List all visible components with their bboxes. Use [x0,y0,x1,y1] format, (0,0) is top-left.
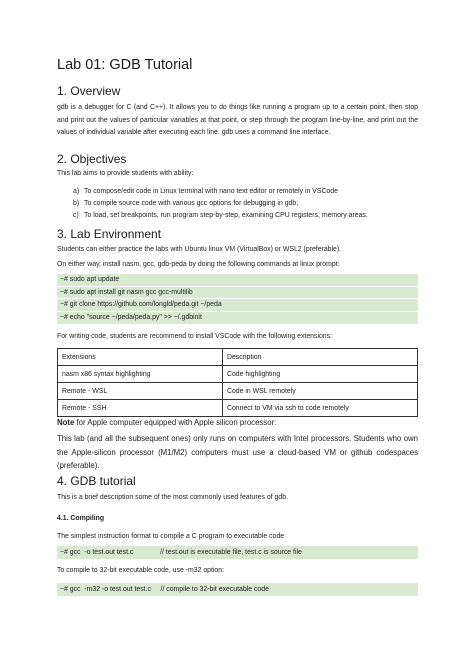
objectives-list [57,186,418,222]
environment-text-3: For writing code, students are recommend to install VSCode with the following extensions: [57,333,332,340]
environment-text-1: Students can either practice the labs with Ubuntu linux VM (VirtualBox) or WSL2 (preferable). [57,246,342,253]
objectives-intro: This lab aims to provide students with ability: [57,170,194,177]
table-cell: Code in WSL remotely [223,383,418,400]
list-marker: c) [73,212,79,219]
extensions-table [57,348,418,417]
table-header: Extensions [58,349,223,366]
table-cell: Code highlighting [223,366,418,383]
table-cell: Remote - SSH [58,400,223,417]
table-header-row [58,349,418,366]
objectives-heading: 2. Objectives [57,152,127,166]
m32-text: To compile to 32-bit executable code, use -m32 option: [57,567,225,574]
list-item-text: To compose/edit code in Linux terminal with nano text editor or remotely in VSCode [84,188,338,195]
table-cell: Connect to VM via ssh to code remotely [223,400,418,417]
gdb-heading: 4. GDB tutorial [57,474,136,488]
table-row [58,383,418,400]
note-text: for Apple computer equipped with Apple silicon processor: [74,418,277,427]
list-item [57,186,418,198]
table-row [58,366,418,383]
code-line: ~# git clone https://github.com/longld/peda.git ~/peda [57,299,418,312]
environment-heading: 3. Lab Environment [57,227,162,241]
compile-command: ~# gcc -o test.out test.c // test.out is executable file, test.c is source file [57,546,418,559]
gdb-intro: This is a brief description some of the most commonly used features of gdb. [57,494,288,501]
page-title: Lab 01: GDB Tutorial [57,57,193,73]
table-row [58,400,418,417]
compiling-text: The simplest instruction format to compile a C program to executable code [57,533,285,540]
code-line: ~# sudo apt install git nasm gcc gcc-multilib [57,287,418,300]
compiling-heading: 4.1. Compiling [57,515,105,522]
compile-m32-command: ~# gcc -m32 -o test.out test.c // compile to 32-bit executable code [57,583,418,596]
table-cell: Remote - WSL [58,383,223,400]
install-commands-block [57,274,418,324]
environment-text-2: On either way, install nasm, gcc, gdb-peda by doing the following commands at linux prompt: [57,261,340,268]
note-label: Note [57,418,75,427]
list-item-text: To compile source code with various gcc options for debugging in gdb; [84,200,299,207]
table-cell: nasm x86 syntax highlighting [58,366,223,383]
code-line: ~# echo "source ~/peda/peda.py" >> ~/.gdbinit [60,313,202,321]
list-marker: b) [73,200,80,207]
intel-requirement-text: This lab (and all the subsequent ones) only runs on computers with Intel processors. Students who own the Apple-silicon processor (M1/M2) computers must use a cloud-based VM or github codespaces (preferable). [57,434,418,470]
list-item-text: To load, set breakpoints, run program step-by-step, examining CPU registers, memory areas. [84,212,368,219]
list-item [57,198,418,210]
overview-text: gdb is a debugger for C (and C++). It allows you to do things like running a program up to a certain point, then stop and print out the values of particular variables at that point, or step through the program line-by-line, and print out the values of individual variable after executing each line. gdb uses a command line interface. [57,104,418,137]
list-marker: a) [73,188,80,195]
code-line: ~# sudo apt update [57,274,418,287]
overview-heading: 1. Overview [57,84,121,98]
apple-note [57,418,276,427]
list-item [57,210,418,222]
table-header: Description [223,349,418,366]
